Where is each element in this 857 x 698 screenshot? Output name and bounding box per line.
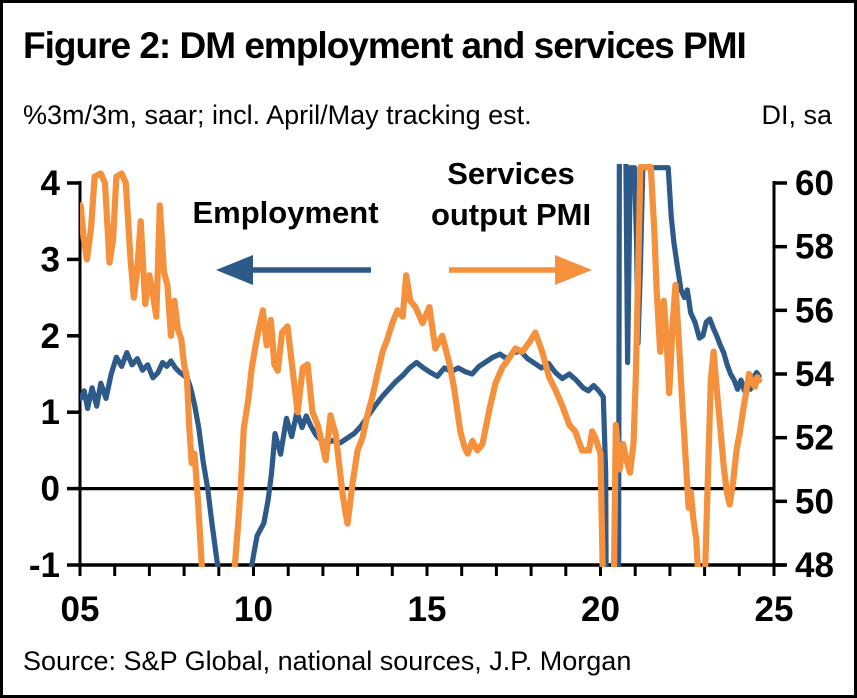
x-axis-tick-label: 05 [60, 590, 100, 629]
right-axis-tick-label: 52 [795, 418, 834, 458]
left-axis-tick-label: 0 [40, 469, 60, 509]
right-axis-tick-label: 48 [795, 546, 834, 585]
right-axis-tick-label: 60 [795, 164, 834, 203]
x-axis-tick-label: 20 [581, 590, 620, 629]
left-axis-tick-label: -1 [28, 546, 60, 585]
left-axis-tick-label: 1 [40, 393, 60, 433]
services-right-arrow-icon [449, 255, 592, 285]
legend-employment-label: Employment [192, 195, 379, 230]
right-axis-units-label: DI, sa [761, 100, 832, 130]
right-axis-tick-label: 56 [795, 291, 834, 331]
employment-left-arrow-icon [216, 255, 371, 285]
right-axis-tick-label: 50 [795, 482, 834, 522]
legend-services-line1: Services [447, 156, 575, 191]
left-axis-units-label: %3m/3m, saar; incl. April/May tracking est. [23, 100, 532, 130]
figure-title: Figure 2: DM employment and services PMI [23, 25, 746, 66]
chart-canvas [3, 3, 857, 698]
left-axis-tick-label: 2 [40, 316, 60, 356]
x-axis-tick-label: 15 [407, 590, 447, 629]
source-line: Source: S&P Global, national sources, J.P. Morgan [23, 646, 632, 676]
left-axis-tick-label: 4 [40, 164, 60, 203]
legend-services-line2: output PMI [430, 197, 592, 232]
left-axis-tick-label: 3 [40, 240, 60, 280]
x-axis-tick-label: 10 [234, 590, 273, 629]
x-axis-tick-label: 25 [754, 590, 794, 629]
right-axis-tick-label: 54 [795, 355, 834, 394]
right-axis-tick-label: 58 [795, 227, 834, 267]
legend-services-label [399, 153, 623, 235]
